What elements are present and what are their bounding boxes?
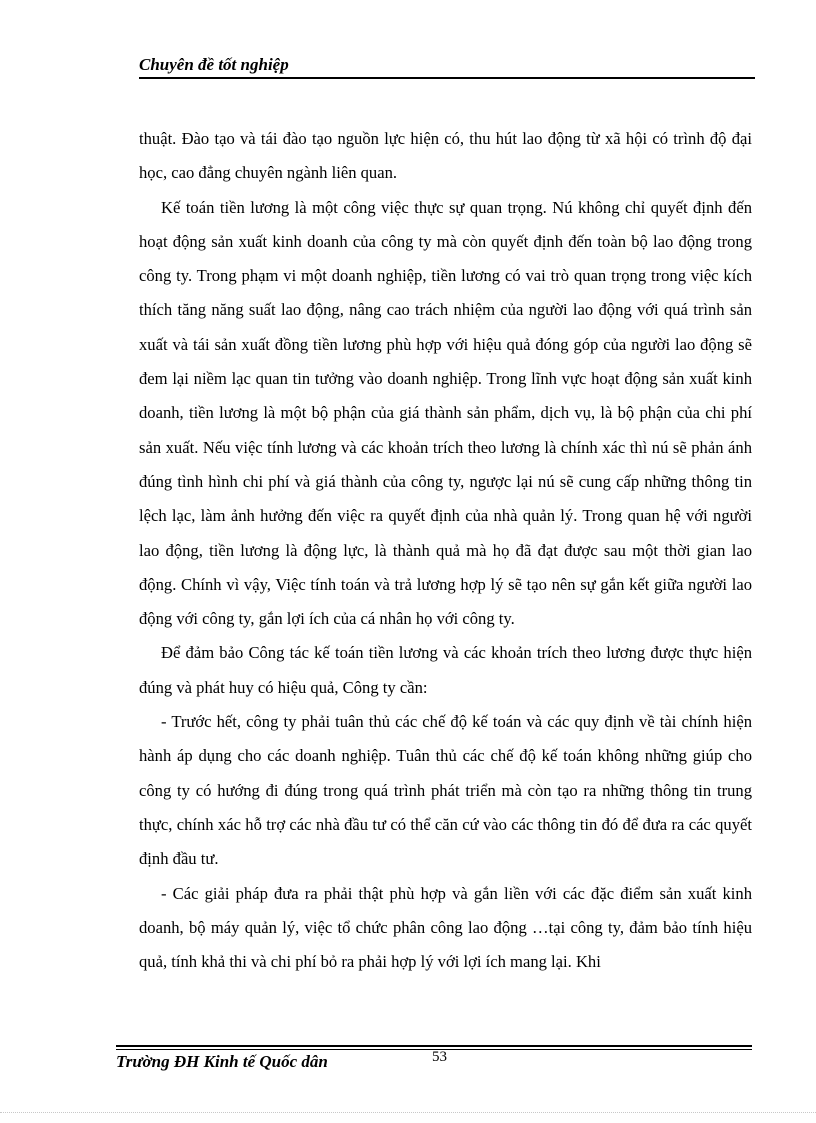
header-title: Chuyên đề tốt nghiệp [139,55,289,74]
page-number: 53 [432,1049,447,1065]
page-header [139,50,755,79]
paragraph: - Các giải pháp đưa ra phải thật phù hợp và gắn liền với các đặc điểm sản xuất kinh doanh, bộ máy quản lý, việc tổ chức phân công lao động …tại công ty, đảm bảo tính hiệu quả, tính khả thi và chi phí bỏ ra phải hợp lý với lợi ích mang lại. Khi [139,883,752,972]
document-body [139,122,752,979]
footer-school: Trường ĐH Kinh tế Quốc dân [116,1052,328,1071]
page-boundary-line [0,1112,816,1113]
footer-rule [116,1045,752,1047]
paragraph: - Trước hết, công ty phải tuân thủ các chế độ kế toán và các quy định về tài chính hiện hành áp dụng cho các doanh nghiệp. Tuân thủ các chế độ kế toán không những giúp cho công ty có hướng đi đúng trong quá trình phát triển mà còn tạo ra những thông tin trung thực, chính xác hỗ trợ các nhà đầu tư có thể căn cứ vào các thông tin đó để đưa ra các quyết định đầu tư. [139,712,752,869]
paragraph: Kế toán tiền lương là một công việc thực sự quan trọng. Nú không chỉ quyết định đến hoạt động sản xuất kinh doanh của công ty mà còn quyết định đến toàn bộ lao động trong công ty. Trong phạm vi một doanh nghiệp, tiền lương có vai trò quan trọng trong việc kích thích tăng năng suất lao động, nâng cao trách nhiệm của người lao động với quá trình sản xuất và tái sản xuất đồng tiền lương phù hợp với hiệu quả đóng góp của người lao động sẽ đem lại niềm lạc quan tin tưởng vào doanh nghiệp. Trong lĩnh vực hoạt động sản xuất kinh doanh, tiền lương là một bộ phận của giá thành sản phẩm, dịch vụ, là bộ phận của chi phí sản xuất. Nếu việc tính lương và các khoản trích theo lương là chính xác thì nú sẽ phản ánh đúng tình hình chi phí và giá thành của công ty, ngược lại nú sẽ cung cấp những thông tin lệch lạc, làm ảnh hưởng đến việc ra quyết định của nhà quản lý. Trong quan hệ với người lao động, tiền lương là động lực, là thành quả mà họ đã đạt được sau một thời gian lao động. Chính vì vậy, Việc tính toán và trả lương hợp lý sẽ tạo nên sự gắn kết giữa người lao động với công ty, gắn lợi ích của cá nhân họ với công ty. [139,197,752,629]
paragraph: Để đảm bảo Công tác kế toán tiền lương và các khoản trích theo lương được thực hiện đúng và phát huy có hiệu quả, Công ty cần: [139,643,752,697]
paragraph: thuật. Đào tạo và tái đào tạo nguồn lực hiện có, thu hút lao động từ xã hội có trình độ đại học, cao đẳng chuyên ngành liên quan. [139,129,752,183]
